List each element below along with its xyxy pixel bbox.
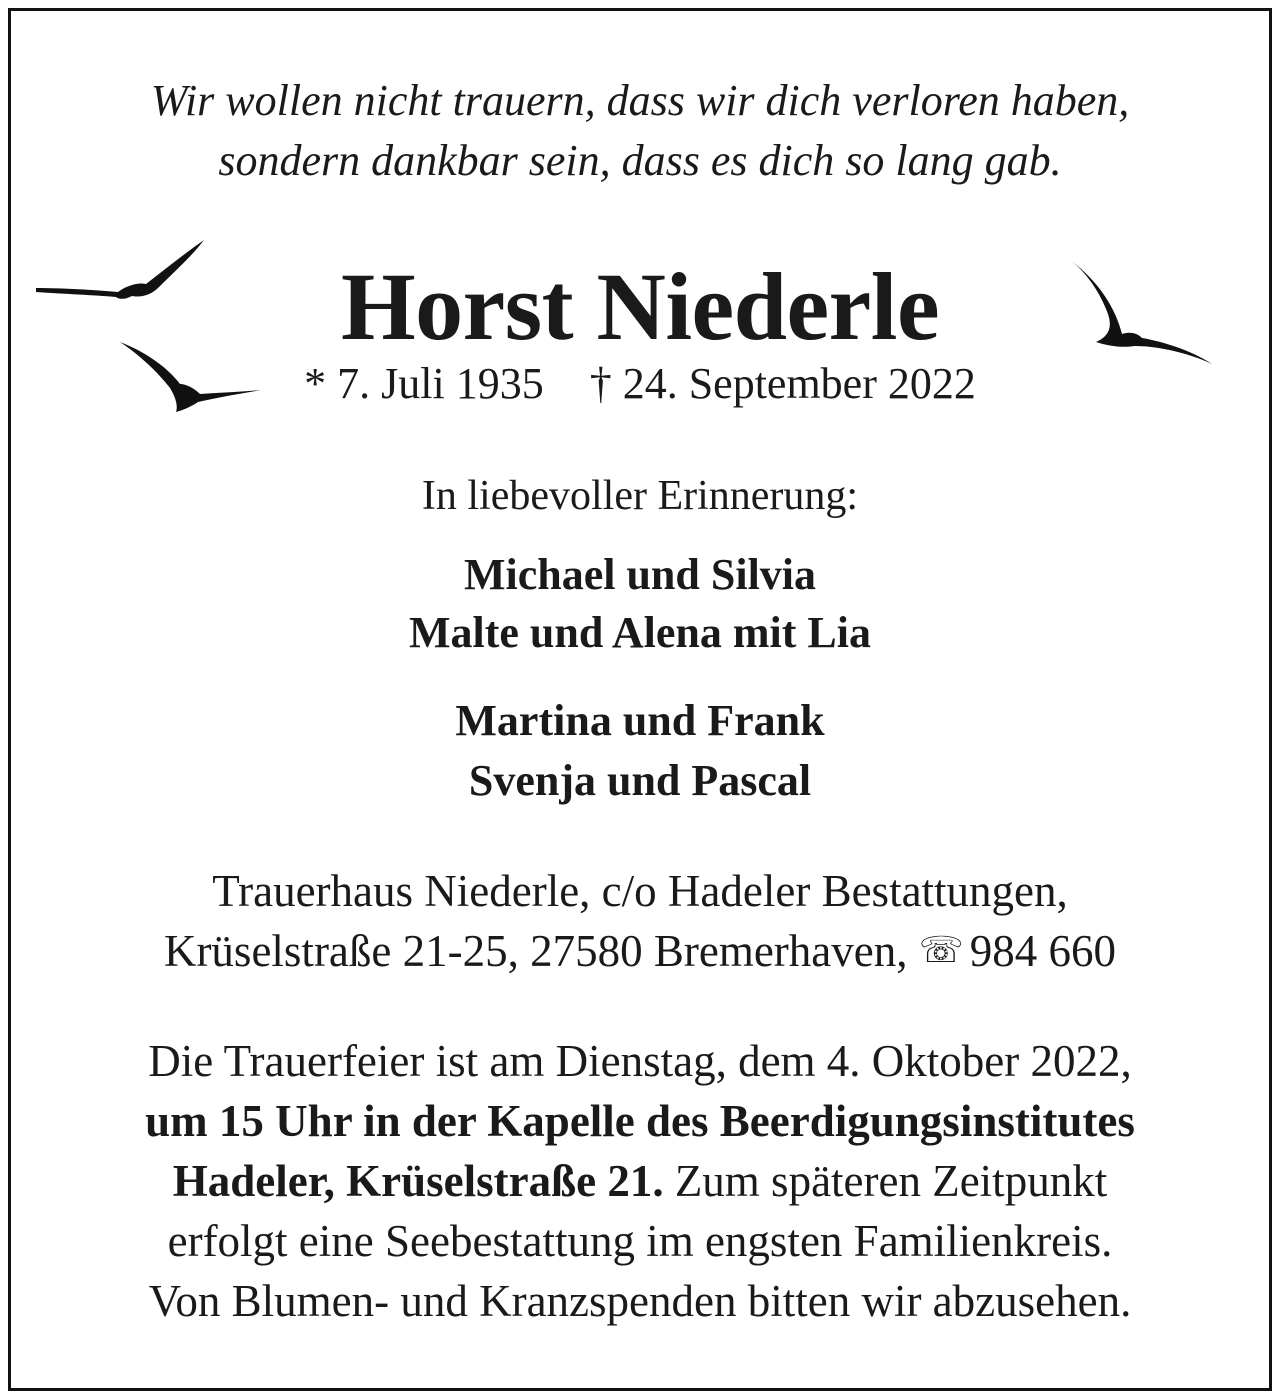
- service-notice-line-1: Die Trauerfeier ist am Dienstag, dem 4. Oktober 2022,: [148, 1036, 1132, 1086]
- service-notice-line-4: erfolgt eine Seebestattung im engsten Familienkreis.: [167, 1216, 1113, 1266]
- family-member-line: Svenja und Pascal: [468, 756, 812, 805]
- family-member-line: Malte und Alena mit Lia: [408, 608, 872, 657]
- telephone-icon: ☏: [918, 930, 964, 971]
- motto-line-1: Wir wollen nicht trauern, dass wir dich verloren haben,: [150, 76, 1130, 125]
- service-notice-continuation: Zum späteren Zeitpunkt: [674, 1156, 1108, 1206]
- service-location: Hadeler, Krüselstraße 21.: [172, 1156, 664, 1206]
- motto-line-2: sondern dankbar sein, dass es dich so lang gab.: [218, 136, 1062, 185]
- phone-number: 984 660: [969, 926, 1117, 976]
- life-dates: [0, 356, 1280, 412]
- deceased-name: Horst Niederle: [340, 253, 940, 360]
- service-notice-line-3: [0, 1152, 1280, 1210]
- service-notice-line-5: Von Blumen- und Kranzspenden bitten wir abzusehen.: [148, 1276, 1132, 1326]
- birth-date: * 7. Juli 1935: [304, 359, 544, 408]
- family-member-line: Martina und Frank: [455, 696, 825, 745]
- service-notice-line-2: um 15 Uhr in der Kapelle des Beerdigungsinstitutes: [145, 1096, 1135, 1146]
- address-line-1: Trauerhaus Niederle, c/o Hadeler Bestattungen,: [212, 866, 1068, 916]
- death-date: † 24. September 2022: [589, 359, 976, 408]
- address-street: Krüselstraße 21-25, 27580 Bremerhaven,: [163, 926, 908, 976]
- memorial-intro: In liebevoller Erinnerung:: [421, 473, 859, 519]
- family-member-line: Michael und Silvia: [463, 550, 817, 599]
- address-line-2: [0, 922, 1280, 980]
